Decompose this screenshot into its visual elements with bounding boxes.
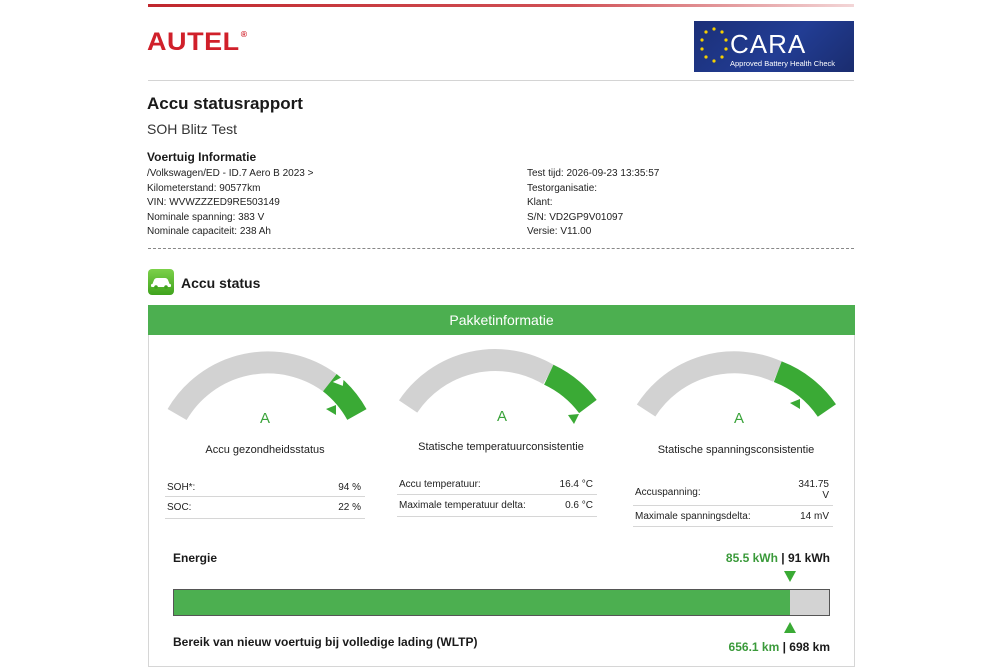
nominal-capacity: Nominale capaciteit: 238 Ah	[147, 226, 271, 238]
row-key: Maximale spanningsdelta:	[635, 511, 751, 522]
row-value: 22 %	[338, 502, 361, 513]
info-divider	[148, 248, 854, 249]
table-row	[633, 477, 833, 506]
voltage-table	[633, 477, 833, 527]
gauge-label-health: Accu gezondheidsstatus	[205, 444, 325, 456]
energy-value	[726, 551, 830, 565]
energy-bar-fill	[174, 590, 790, 615]
section-title: Accu status	[181, 275, 261, 291]
grade-temperature: A	[496, 408, 507, 425]
report-title: Accu statusrapport	[147, 94, 303, 113]
row-value: 94 %	[338, 482, 361, 493]
energy-label: Energie	[173, 551, 218, 565]
row-key: Maximale temperatuur delta:	[399, 500, 526, 511]
test-time: Test tijd: 2026-09-23 13:35:57	[527, 168, 660, 179]
health-table	[165, 478, 365, 519]
header-accent-line	[148, 4, 854, 7]
version: Versie: V11.00	[527, 226, 592, 238]
row-key: Accu temperatuur:	[399, 479, 481, 490]
test-organisation: Testorganisatie:	[527, 182, 598, 194]
table-row	[397, 475, 597, 495]
energy-separator: |	[777, 551, 788, 565]
range-total: 698 km	[789, 640, 830, 654]
nominal-voltage: Nominale spanning: 383 V	[147, 211, 265, 223]
temperature-table	[397, 475, 597, 517]
badge-subtitle: Approved Battery Health Check	[730, 59, 836, 68]
badge-title: CARA	[730, 29, 807, 59]
star-ring-icon	[698, 25, 730, 69]
energy-current: 85.5 kWh	[725, 551, 778, 565]
row-value: 14 mV	[800, 511, 829, 522]
vin: VIN: WVWZZZED9RE503149	[147, 197, 280, 209]
table-row	[397, 495, 597, 517]
energy-marker-icon	[784, 571, 796, 583]
range-marker-icon	[784, 622, 796, 634]
range-label: Bereik van nieuw voertuig bij volledige lading (WLTP)	[173, 635, 478, 649]
mileage: Kilometerstand: 90577km	[147, 182, 261, 194]
vehicle-info-list	[147, 167, 313, 240]
grade-voltage: A	[733, 410, 744, 427]
row-value: 16.4 °C	[559, 479, 593, 490]
test-info-list	[527, 167, 659, 240]
row-key: SOH*:	[167, 482, 196, 493]
vehicle-info-heading: Voertuig Informatie	[147, 150, 257, 164]
energy-total: 91 kWh	[787, 551, 830, 565]
range-value	[729, 640, 830, 654]
vehicle-model: /Volkswagen/ED - ID.7 Aero B 2023 >	[147, 168, 314, 179]
gauge-label-voltage: Statische spanningsconsistentie	[657, 444, 815, 456]
table-row	[165, 497, 365, 519]
row-key: SOC:	[167, 502, 192, 513]
serial-number: S/N: VD2GP9V01097	[527, 211, 624, 223]
panel-header: Pakketinformatie	[148, 305, 855, 335]
report-subtitle: SOH Blitz Test	[147, 121, 237, 137]
battery-car-icon	[148, 269, 174, 295]
row-value: 341.75 V	[798, 479, 829, 501]
gauge-label-temperature: Statische temperatuurconsistentie	[418, 441, 584, 453]
range-separator: |	[779, 640, 790, 654]
row-value: 0.6 °C	[565, 500, 593, 511]
header-divider	[148, 80, 854, 81]
range-current: 656.1 km	[728, 640, 780, 654]
cara-badge	[694, 21, 854, 72]
autel-logo: AUTEL®	[147, 28, 248, 56]
row-key: Accuspanning:	[635, 487, 701, 498]
energy-bar	[173, 589, 830, 616]
table-row	[633, 506, 833, 527]
customer: Klant:	[527, 197, 553, 209]
table-row	[165, 478, 365, 497]
grade-health: A	[259, 410, 270, 427]
